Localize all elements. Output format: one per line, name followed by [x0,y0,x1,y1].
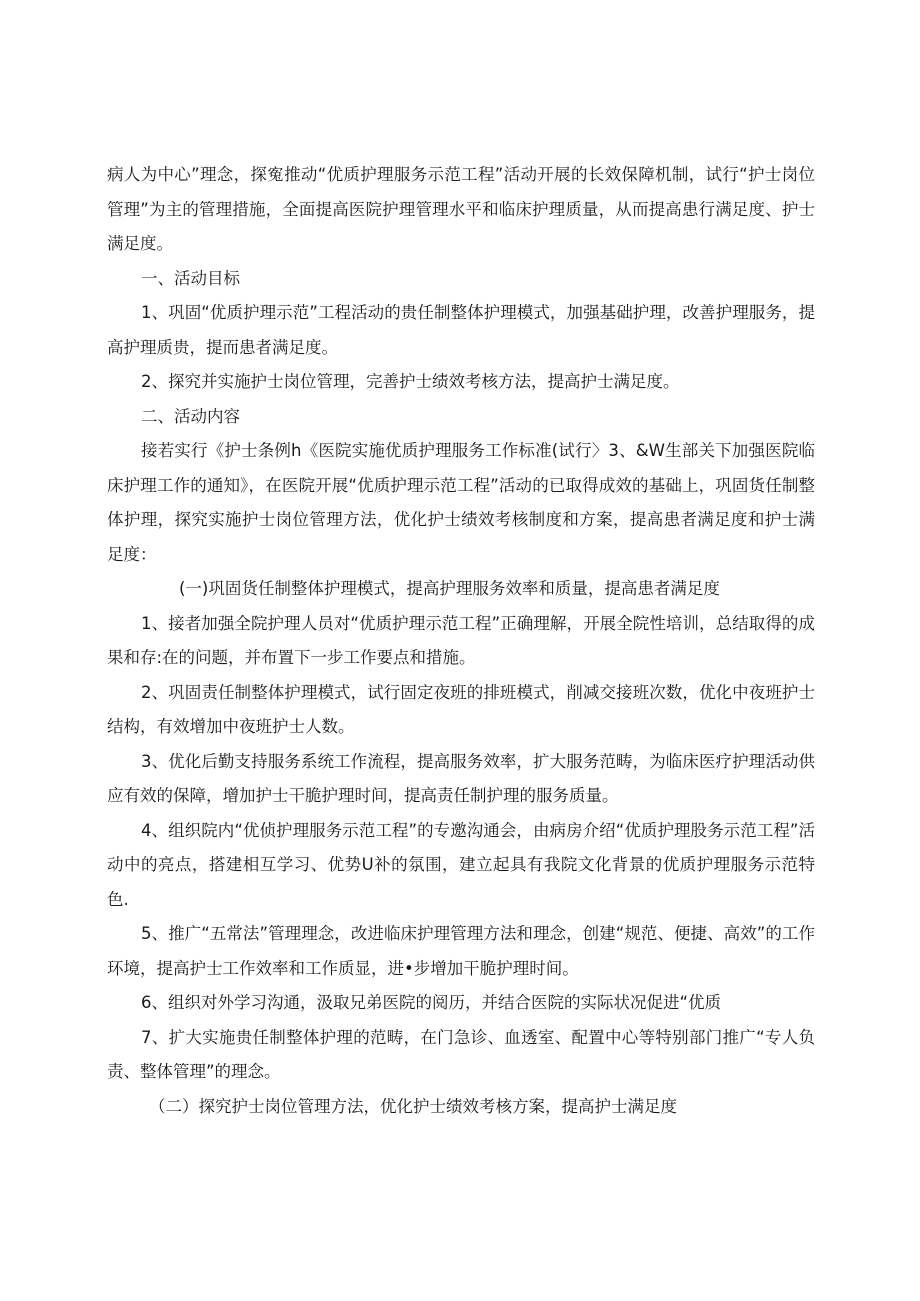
content-item-5: 5、推广“五常法”管理理念，改进临床护理管理方法和理念，创建“规范、便捷、高效”的工作环境，提高护士工作效率和工作质显，进•步增加干脆护理时间。 [107,924,815,978]
document-body [107,158,815,1124]
content-item-2: 2、巩固责任制整体护理模式，试行固定夜班的排班模式，削减交接班次数，优化中夜班护士结构，有效增加中夜班护士人数。 [107,682,815,736]
goal-item-2: 2、探究并实施护士岗位管理，完善护士绩效考核方法，提高护士满足度。 [141,372,680,391]
content-item-4: 4、组织院内“优侦护理服务示范工程”的专邀沟通会，由病房介绍“优质护理股务示范工程”活动中的亮点，搭建相互学习、优势U补的氛围，建立起具有我院文化背景的优质护理服务示范特色. [107,820,815,909]
section-heading-content: 二、活动内容 [141,406,240,426]
content-intro-paragraph: 接若实行《护士条例h《医院实施优质护理服务工作标准(试行〉3、&W生部关下加强医院临床护理工作的通知》，在医院开展“优质护理示范工程”活动的已取得成效的基础上，巩固货任制整体护理，探究实施护士岗位管理方法，优化护士绩效考核制度和方案，提高患者满足度和护士满足度： [107,441,815,564]
content-item-7: 7、扩大实施贵任制整体护理的范畴，在门急诊、血透室、配置中心等特别部门推广“专人负责、整体管理”的理念。 [107,1027,815,1081]
subsection-heading-1: (一)巩固货任制整体护理模式，提高护理服务效率和质量，提高患者满足度 [179,579,720,598]
content-item-1: 1、接者加强全院护理人员对“优质护理示范工程”正确理解，开展全院性培训，总结取得的成果和存:在的问题，并布置下一步工作要点和措施。 [107,613,815,667]
section-heading-goals: 一、活动目标 [141,268,240,288]
content-item-6: 6、组织对外学习沟通，汲取兄弟医院的阅历，并结合医院的实际状况促进“优质 [141,993,722,1012]
goal-item-1: 1、巩固“优质护理示范”工程活动的贵任制整体护理模式，加强基础护理，改善护理服务，提高护理质贵，提而患者满足度。 [107,303,815,357]
intro-paragraph: 病人为中心”理念，探寃推动“优质护理服务示范工程”活动开展的长效保障机制，试行“护士岗位管理”为主的管理措施，全面提高医院护理管理水平和临床护理质量，从而提高患行满足度、护士满足度。 [107,165,815,253]
subsection-heading-2: （二）探究护士岗位管理方法，优化护士绩效考核方案，提高护士满足度 [149,1096,677,1116]
content-item-3: 3、优化后勤支持服务系统工作流程，提高服务效率，扩大服务范畴，为临床医疗护理活动供应有效的保障，增加护士干脆护理时间，提高责任制护理的服务质量。 [107,751,815,805]
